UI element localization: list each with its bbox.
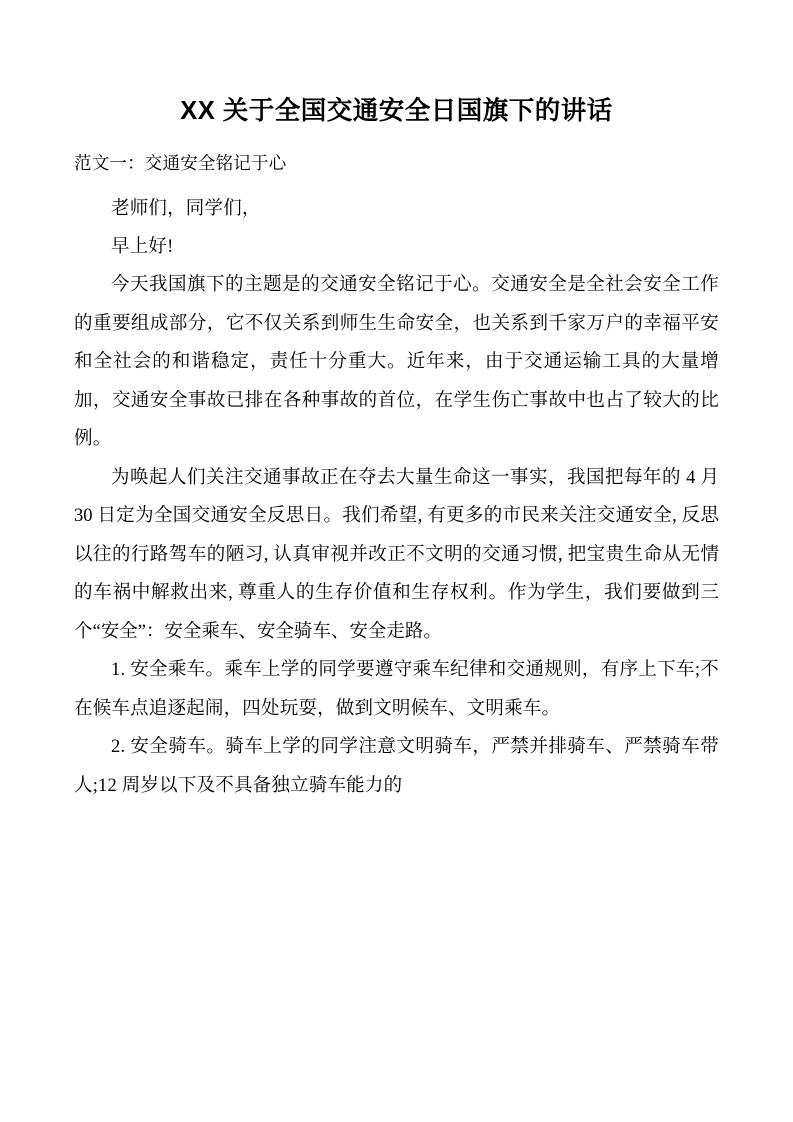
paragraph-item-2: 2. 安全骑车。骑车上学的同学注意文明骑车，严禁并排骑车、严禁骑车带人;12 周岁以下及不具备独立骑车能力的 (74, 737, 719, 796)
page-title: XX 关于全国交通安全日国旗下的讲话 (180, 97, 613, 125)
document-subtitle: 范文一：交通安全铭记于心 (74, 153, 287, 174)
paragraph-item-1: 1. 安全乘车。乘车上学的同学要遵守乘车纪律和交通规则，有序上下车;不在候车点追逐起闹，四处玩耍，做到文明候车、文明乘车。 (74, 660, 719, 719)
paragraph-body-1: 今天我国旗下的主题是的交通安全铭记于心。交通安全是全社会安全工作的重要组成部分，它不仅关系到师生生命安全，也关系到千家万户的幸福平安和全社会的和谐稳定，责任十分重大。近年来，由于交通运输工具的大量增加，交通安全事故已排在各种事故的首位，在学生伤亡事故中也占了较大的比例。 (74, 275, 719, 450)
paragraph-body-2: 为唤起人们关注交通事故正在夺去大量生命这一事实，我国把每年的 4 月 30 日定为全国交通安全反思日。我们希望, 有更多的市民来关注交通安全, 反思以往的行路驾车的陋习, 认真审视并改正不文明的交通习惯, 把宝贵生命从无情的车祸中解救出来, 尊重人的生存价值和生存权利。作为学生，我们要做到三个“安全”：安全乘车、安全骑车、安全走路。 (74, 467, 719, 642)
paragraph-greeting: 老师们，同学们， (111, 198, 261, 219)
paragraph-salutation: 早上好! (111, 237, 174, 258)
